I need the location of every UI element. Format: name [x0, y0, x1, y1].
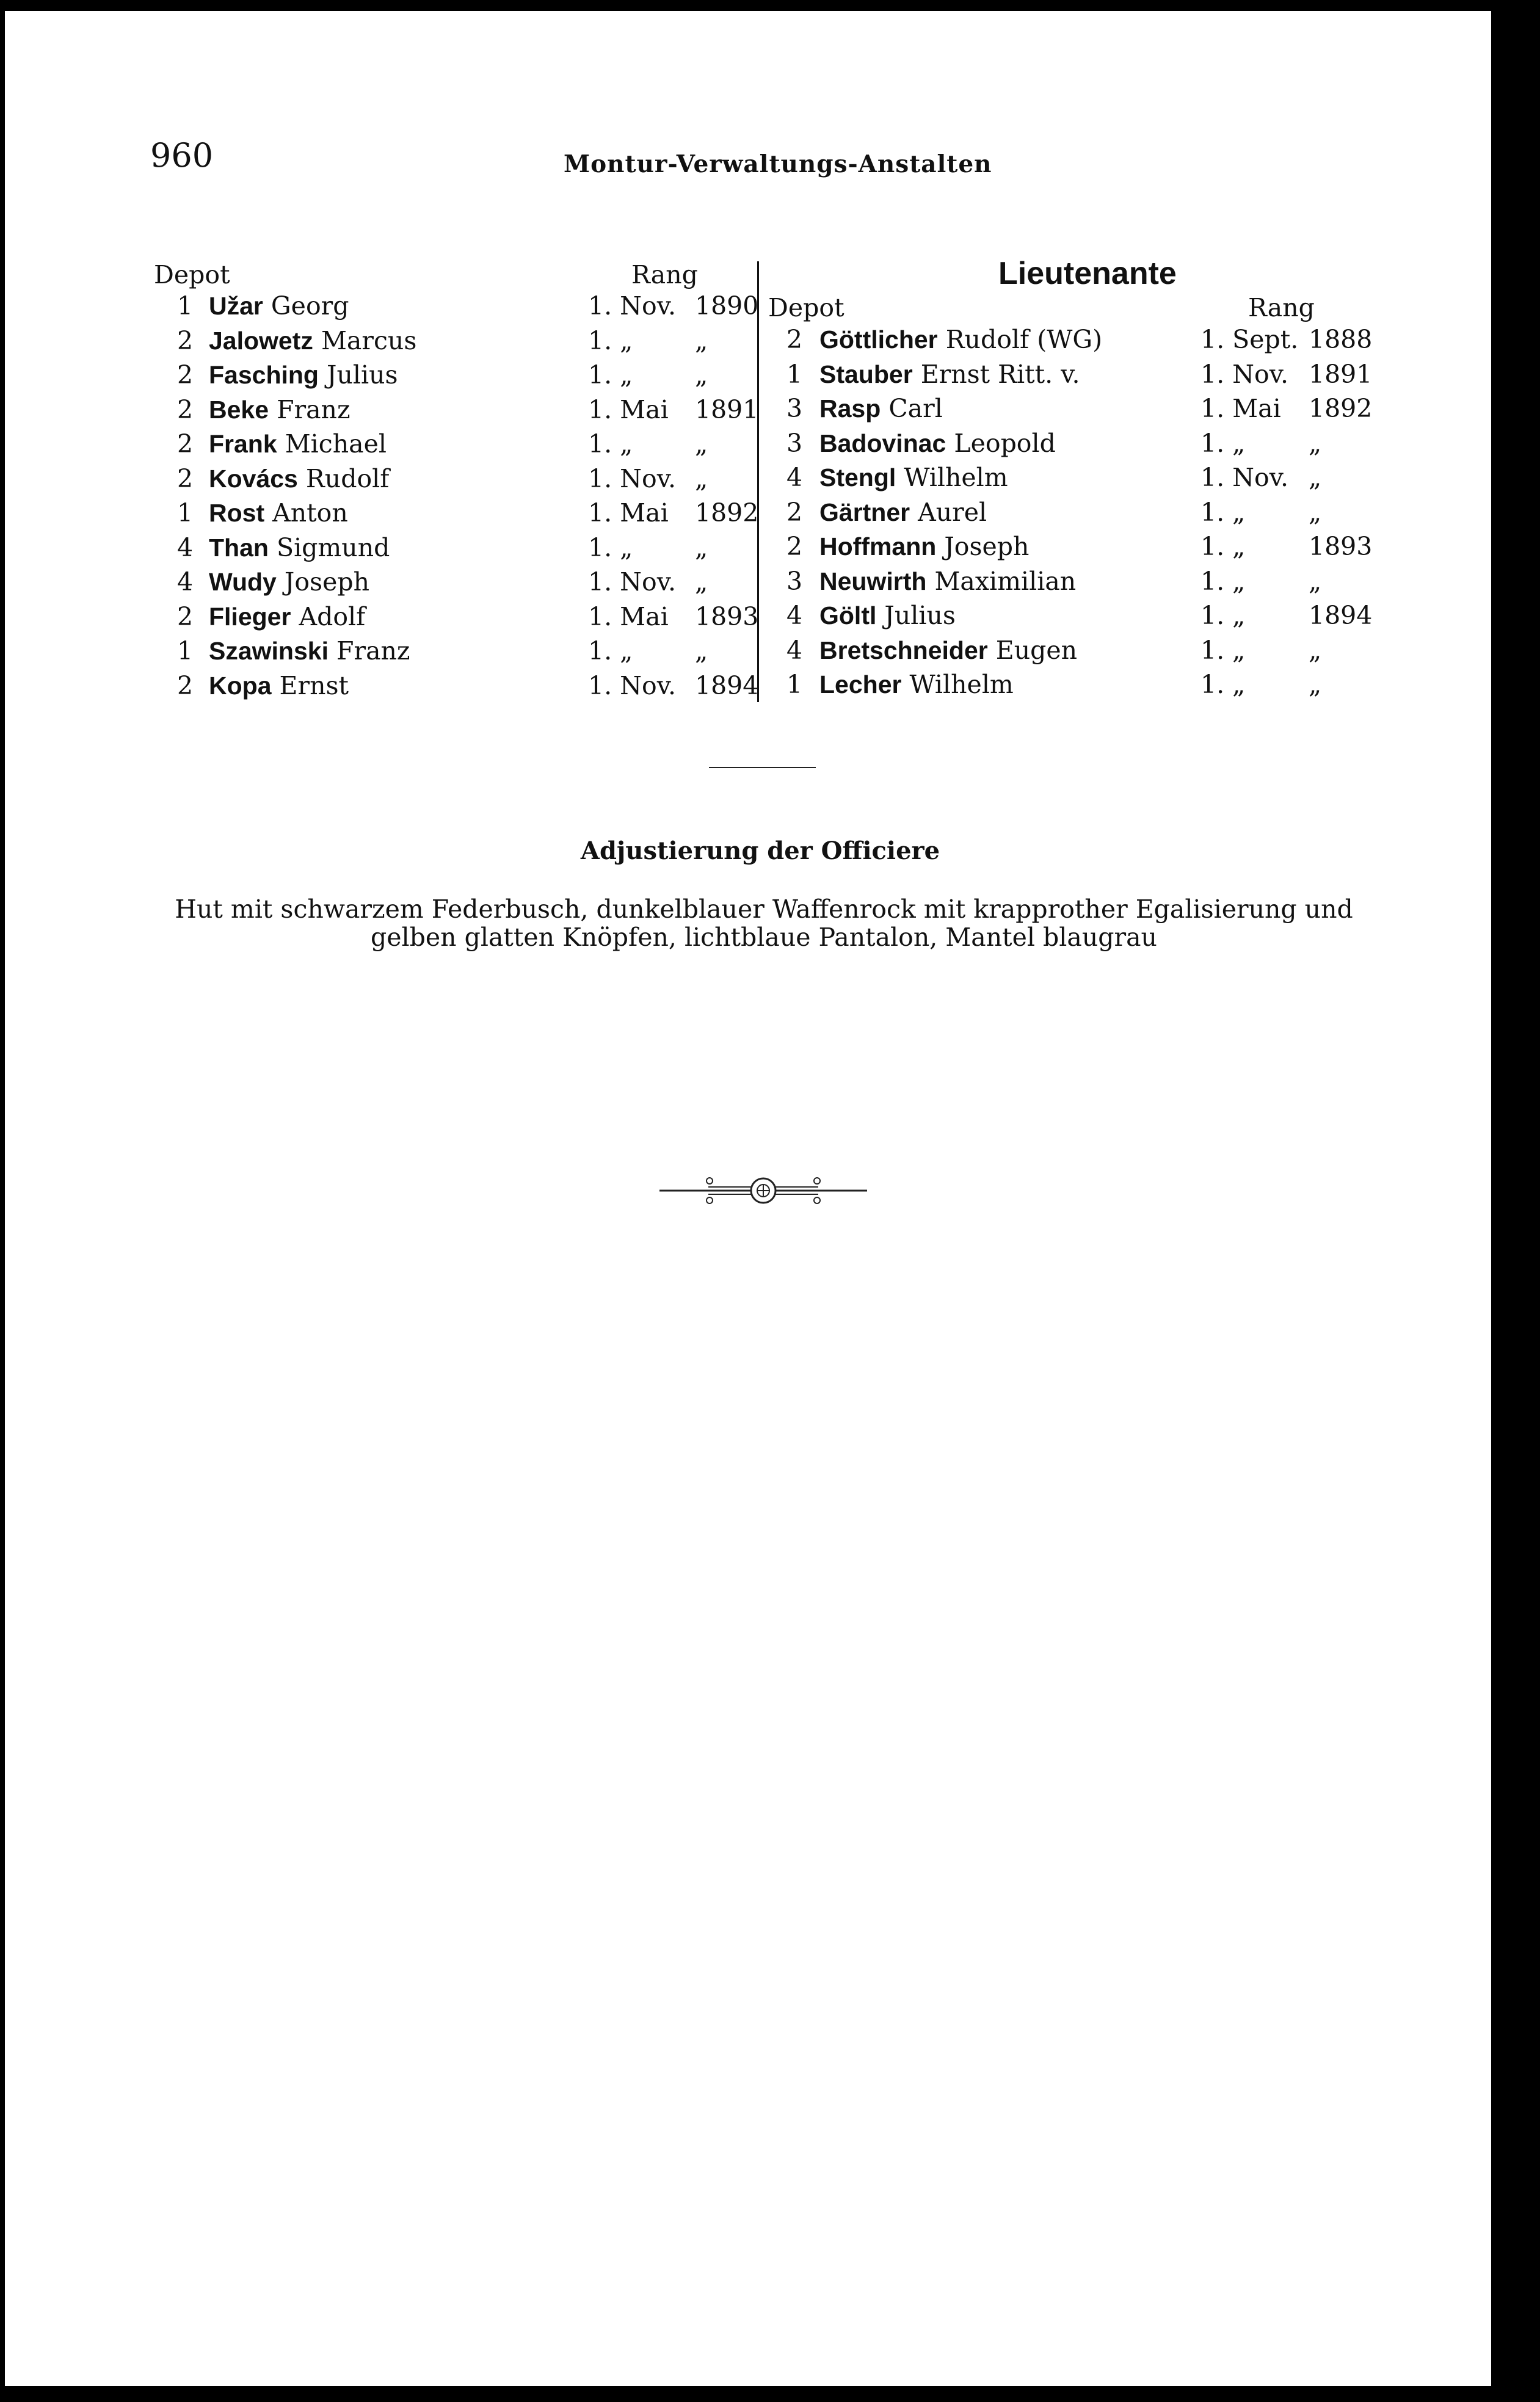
- rank-year: „: [1309, 497, 1322, 527]
- officer-name: [819, 357, 1080, 391]
- rank-year: 1891: [695, 394, 759, 424]
- rank-date: 1. Sept.: [1200, 325, 1299, 354]
- table-row: [5, 667, 1516, 702]
- depot-number: 2: [176, 601, 194, 631]
- rank-date: 1. „: [1200, 566, 1246, 596]
- rank-date: 1. „: [1200, 601, 1246, 630]
- table-row: [5, 633, 1516, 667]
- surname: Kopa: [209, 671, 272, 700]
- surname: Bretschneider: [819, 636, 988, 664]
- surname: Wudy: [209, 568, 277, 596]
- depot-number: 4: [176, 532, 194, 562]
- table-row: [5, 357, 1516, 391]
- given-name: Wilhelm: [904, 463, 1008, 492]
- officer-name: [819, 667, 1014, 702]
- surname: Szawinski: [209, 637, 329, 665]
- rank-date: 1. „: [1200, 635, 1246, 665]
- rank-date: 1. „: [1200, 497, 1246, 527]
- rank-year: „: [695, 636, 708, 666]
- given-name: Julius: [327, 360, 398, 390]
- depot-number: 2: [786, 497, 803, 527]
- rank-year: 1892: [1309, 394, 1373, 423]
- section-title: Adjustierung der Officiere: [580, 836, 940, 865]
- left-col-depot: Depot: [154, 260, 230, 289]
- right-col-depot: Depot: [768, 293, 844, 322]
- given-name: Sigmund: [276, 532, 390, 562]
- rank-date: 1. „: [588, 325, 633, 355]
- rank-year: „: [695, 567, 708, 597]
- right-table-title: Lieutenante: [998, 256, 1177, 291]
- page: [5, 11, 1516, 2386]
- table-row: [5, 495, 1516, 529]
- rank-date: 1. Mai: [588, 498, 669, 528]
- rank-year: „: [1309, 635, 1322, 665]
- table-row: [5, 322, 1516, 357]
- depot-number: 1: [786, 359, 803, 389]
- rank-year: „: [1309, 566, 1322, 596]
- rank-date: 1. „: [1200, 428, 1246, 458]
- rank-year: „: [695, 429, 708, 459]
- given-name: Maximilian: [934, 566, 1077, 596]
- depot-number: 2: [176, 463, 194, 493]
- depot-number: 4: [176, 567, 194, 597]
- rank-year: „: [695, 463, 708, 493]
- depot-number: 3: [786, 566, 803, 596]
- rank-year: „: [695, 360, 708, 390]
- given-name: Julius: [884, 601, 956, 630]
- rank-year: 1894: [1309, 601, 1373, 630]
- surname: Neuwirth: [819, 567, 927, 595]
- surname: Rost: [209, 499, 265, 527]
- officer-name: [819, 529, 1029, 564]
- rank-year: 1891: [1309, 359, 1373, 389]
- depot-number: 2: [786, 325, 803, 354]
- rank-date: 1. Nov.: [588, 567, 677, 597]
- ornament-icon: [659, 1172, 867, 1209]
- surname: Badovinac: [819, 429, 946, 457]
- depot-number: 4: [786, 601, 803, 630]
- surname: Rasp: [819, 394, 881, 423]
- depot-number: 1: [176, 636, 194, 666]
- rank-year: 1894: [695, 670, 759, 700]
- surname: Fasching: [209, 361, 319, 389]
- rank-date: 1. Mai: [588, 394, 669, 424]
- rank-year: 1890: [695, 291, 759, 321]
- surname: Flieger: [209, 602, 291, 631]
- given-name: Ernst: [279, 670, 349, 700]
- surname: Kovács: [209, 464, 298, 493]
- left-col-rang: Rang: [631, 260, 698, 289]
- table-row: [5, 529, 1516, 564]
- given-name: Rudolf (WG): [945, 325, 1103, 354]
- surname: Frank: [209, 430, 277, 458]
- depot-number: 3: [786, 394, 803, 423]
- rank-date: 1. Nov.: [1200, 359, 1289, 389]
- surname: Stengl: [819, 463, 896, 492]
- running-title: Montur-Verwaltungs-Anstalten: [564, 150, 992, 178]
- depot-number: 4: [786, 635, 803, 665]
- officer-name: [819, 460, 1008, 495]
- section-rule: [709, 767, 816, 768]
- rank-date: 1. „: [1200, 670, 1246, 699]
- given-name: Franz: [336, 636, 410, 666]
- depot-number: 1: [786, 670, 803, 699]
- table-row: [5, 391, 1516, 426]
- rank-date: 1. „: [588, 360, 633, 390]
- given-name: Aurel: [918, 497, 987, 527]
- surname: Gärtner: [819, 498, 910, 526]
- table-row: [5, 460, 1516, 495]
- given-name: Leopold: [954, 428, 1056, 458]
- right-col-rang: Rang: [1248, 293, 1315, 322]
- surname: Beke: [209, 395, 269, 424]
- section-text: Hut mit schwarzem Federbusch, dunkelblauer Waffenrock mit krapprother Egalisierung und gelben glatten Knöpfen, lichtblaue Pantalon, Mantel blaugrau: [175, 894, 1353, 952]
- given-name: Michael: [285, 429, 387, 459]
- rank-year: „: [695, 532, 708, 562]
- rank-year: 1893: [695, 601, 759, 631]
- officer-name: [819, 495, 987, 529]
- officer-name: [819, 391, 943, 426]
- given-name: Carl: [888, 394, 943, 423]
- given-name: Adolf: [299, 601, 366, 631]
- depot-number: 2: [176, 394, 194, 424]
- officer-name: [819, 322, 1102, 357]
- rank-year: „: [695, 325, 708, 355]
- rank-year: „: [1309, 428, 1322, 458]
- officer-name: [819, 426, 1056, 460]
- surname: Lecher: [819, 670, 902, 698]
- surname: Than: [209, 533, 269, 562]
- given-name: Ernst Ritt. v.: [920, 359, 1080, 389]
- officer-name: [819, 633, 1077, 667]
- surname: Göttlicher: [819, 325, 938, 354]
- rank-date: 1. „: [588, 636, 633, 666]
- rank-date: 1. Mai: [1200, 394, 1281, 423]
- rank-date: 1. Nov.: [588, 670, 677, 700]
- rank-date: 1. Nov.: [1200, 463, 1289, 492]
- surname: Stauber: [819, 360, 913, 388]
- given-name: Anton: [272, 498, 348, 528]
- depot-number: 1: [176, 291, 194, 321]
- surname: Göltl: [819, 601, 877, 630]
- depot-number: 2: [176, 670, 194, 700]
- surname: Jalowetz: [209, 326, 313, 355]
- table-row: [5, 289, 1516, 323]
- depot-number: 1: [176, 498, 194, 528]
- given-name: Marcus: [321, 325, 417, 355]
- rank-date: 1. „: [1200, 532, 1246, 561]
- table-row: [5, 564, 1516, 598]
- given-name: Rudolf: [305, 463, 390, 493]
- officer-name: [209, 289, 349, 323]
- officer-name: [819, 598, 956, 633]
- depot-number: 2: [786, 532, 803, 561]
- rank-year: „: [1309, 670, 1322, 699]
- table-row: [5, 426, 1516, 460]
- given-name: Franz: [277, 394, 350, 424]
- depot-number: 2: [176, 360, 194, 390]
- page-number: 960: [150, 136, 214, 175]
- rank-year: 1888: [1309, 325, 1373, 354]
- depot-number: 2: [176, 429, 194, 459]
- rank-date: 1. Nov.: [588, 291, 677, 321]
- given-name: Wilhelm: [909, 670, 1014, 699]
- surname: Hoffmann: [819, 532, 937, 561]
- given-name: Joseph: [284, 567, 369, 597]
- rank-date: 1. Nov.: [588, 463, 677, 493]
- rank-date: 1. Mai: [588, 601, 669, 631]
- rank-date: 1. „: [588, 429, 633, 459]
- depot-number: 2: [176, 325, 194, 355]
- given-name: Eugen: [995, 635, 1078, 665]
- officer-name: [819, 564, 1076, 598]
- given-name: Georg: [271, 291, 349, 321]
- rank-year: 1893: [1309, 532, 1373, 561]
- surname: Užar: [209, 292, 263, 320]
- rank-year: 1892: [695, 498, 759, 528]
- given-name: Joseph: [944, 532, 1030, 561]
- rank-year: „: [1309, 463, 1322, 492]
- depot-number: 3: [786, 428, 803, 458]
- depot-number: 4: [786, 463, 803, 492]
- table-row: [5, 598, 1516, 633]
- rank-date: 1. „: [588, 532, 633, 562]
